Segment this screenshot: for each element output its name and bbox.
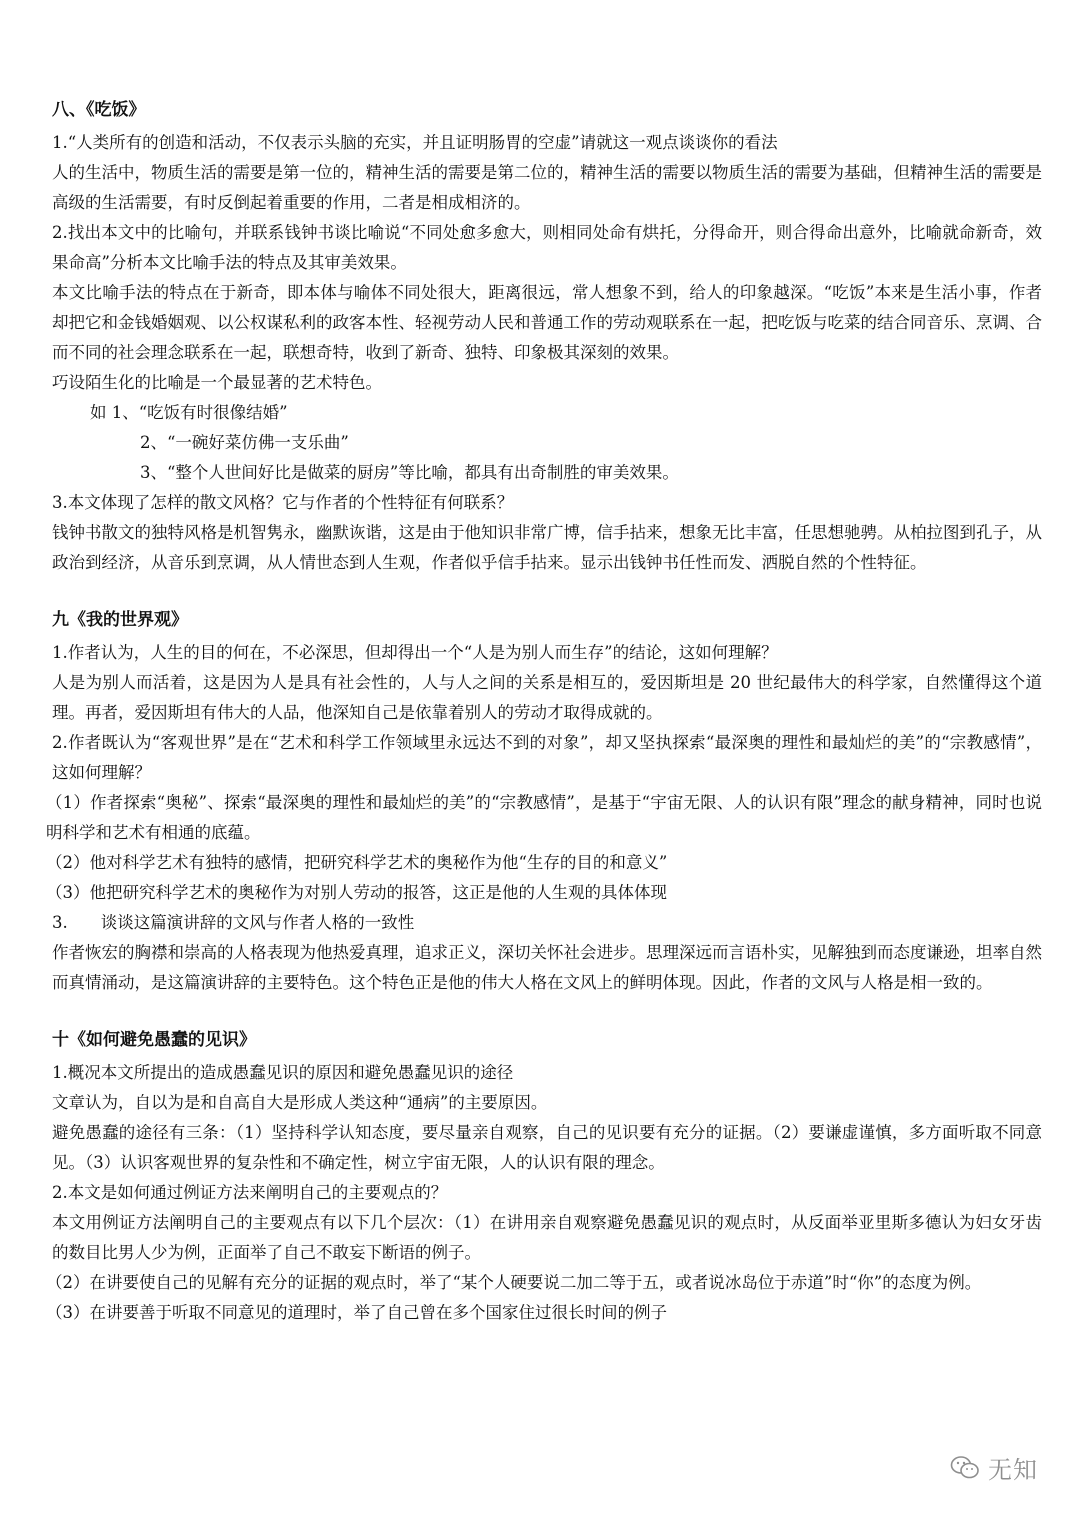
question-2: 2.本文是如何通过例证方法来阐明自己的主要观点的？ — [52, 1183, 448, 1202]
question-3: 3.本文体现了怎样的散文风格？它与作者的个性特征有何联系？ — [52, 493, 514, 512]
answer-3: 钱钟书散文的独特风格是机智隽永，幽默诙谐，这是由于他知识非常广博，信手拈来，想象无比丰富，任思想驰骋。从柏拉图到孔子，从政治到经济，从音乐到烹调，从人情世态到人生观，作者似乎信手拈来。显示出钱钟书任性而发、洒脱自然的个性特征。 — [52, 523, 1042, 572]
wechat-icon — [950, 1455, 980, 1481]
question-3: 3. 谈谈这篇演讲辞的文风与作者人格的一致性 — [52, 913, 415, 932]
watermark — [950, 1450, 1038, 1485]
question-1: 1.“人类所有的创造和活动，不仅表示头脑的充实，并且证明肠胃的空虚”请就这一观点谈谈你的看法 — [52, 133, 778, 152]
answer-2-point: （2）他对科学艺术有独特的感情，把研究科学艺术的奥秘作为他“生存的目的和意义” — [46, 853, 668, 872]
section-heading: 八、《吃饭》 — [52, 100, 146, 120]
section-heading: 九《我的世界观》 — [52, 610, 188, 630]
answer-2: 本文比喻手法的特点在于新奇，即本体与喻体不同处很大，距离很远，常人想象不到，给人的印象越深。“吃饭”本来是生活小事，作者却把它和金钱婚姻观、以公权谋私利的政客本性、轻视劳动人民和普通工作的劳动观联系在一起，把吃饭与吃菜的结合同音乐、烹调、合而不同的社会理念联系在一起，联想奇特，收到了新奇、独特、印象极其深刻的效果。 — [52, 283, 1042, 362]
example-item: 2、“一碗好菜仿佛一支乐曲” — [140, 433, 349, 452]
question-1: 1.作者认为，人生的目的何在，不必深思，但却得出一个“人是为别人而生存”的结论，这如何理解？ — [52, 643, 778, 662]
answer-2-point: （3）在讲要善于听取不同意见的道理时，举了自己曾在多个国家住过很长时间的例子 — [46, 1303, 667, 1322]
watermark-text: 无知 — [988, 1456, 1038, 1484]
section-chifan — [52, 96, 1042, 578]
answer-1: 文章认为，自以为是和自高自大是形成人类这种“通病”的主要原因。 — [52, 1093, 548, 1112]
example-item: 3、“整个人世间好比是做菜的厨房”等比喻，都具有出奇制胜的审美效果。 — [140, 463, 679, 482]
section-heading: 十《如何避免愚蠢的见识》 — [52, 1030, 256, 1050]
answer-2-point: （1）作者探索“奥秘”、探索“最深奥的理性和最灿烂的美”的“宗教感情”，是基于“宇宙无限、人的认识有限”理念的献身精神，同时也说明科学和艺术有相通的底蕴。 — [46, 793, 1042, 842]
section-avoid-foolishness — [46, 1026, 1042, 1328]
answer-2: 本文用例证方法阐明自己的主要观点有以下几个层次：（1）在讲用亲自观察避免愚蠢见识的观点时，从反面举亚里斯多德认为妇女牙齿的数目比男人少为例，正面举了自己不敢妄下断语的例子。 — [52, 1213, 1042, 1262]
answer-1: 人的生活中，物质生活的需要是第一位的，精神生活的需要是第二位的，精神生活的需要以物质生活的需要为基础，但精神生活的需要是高级的生活需要，有时反倒起着重要的作用，二者是相成相济的。 — [52, 163, 1042, 212]
answer-1: 人是为别人而活着，这是因为人是具有社会性的，人与人之间的关系是相互的，爱因斯坦是 20 世纪最伟大的科学家，自然懂得这个道理。再者，爱因斯坦有伟大的人品，他深知自己是依靠着别人的劳动才取得成就的。 — [52, 673, 1042, 722]
document-page — [46, 96, 1042, 1356]
answer-3: 作者恢宏的胸襟和崇高的人格表现为他热爱真理，追求正义，深切关怀社会进步。思理深远而言语朴实，见解独到而态度谦逊，坦率自然而真情涌动，是这篇演讲辞的主要特色。这个特色正是他的伟大人格在文风上的鲜明体现。因此，作者的文风与人格是相一致的。 — [52, 943, 1042, 992]
question-2: 2.作者既认为“客观世界”是在“艺术和科学工作领域里永远达不到的对象”，却又坚执探索“最深奥的理性和最灿烂的美”的“宗教感情”，这如何理解？ — [52, 733, 1042, 782]
answer-2-point: （2）在讲要使自己的见解有充分的证据的观点时，举了“某个人硬要说二加二等于五，或者说冰岛位于赤道”时“你”的态度为例。 — [46, 1273, 982, 1292]
example-item: 如 1、“吃饭有时很像结婚” — [90, 403, 288, 422]
section-worldview — [46, 606, 1042, 998]
answer-2-point: （3）他把研究科学艺术的奥秘作为对别人劳动的报答，这正是他的人生观的具体体现 — [46, 883, 667, 902]
question-2: 2.找出本文中的比喻句，并联系钱钟书谈比喻说“不同处愈多愈大，则相同处命有烘托，分得命开，则合得命出意外，比喻就命新奇，效果命高”分析本文比喻手法的特点及其审美效果。 — [52, 223, 1042, 272]
answer-1-methods: 避免愚蠢的途径有三条：（1）坚持科学认知态度，要尽量亲自观察，自己的见识要有充分的证据。（2）要谦虚谨慎，多方面听取不同意见。（3）认识客观世界的复杂性和不确定性，树立宇宙无限，人的认识有限的理念。 — [52, 1123, 1042, 1172]
answer-2-summary: 巧设陌生化的比喻是一个最显著的艺术特色。 — [52, 373, 382, 392]
question-1: 1.概况本文所提出的造成愚蠢见识的原因和避免愚蠢见识的途径 — [52, 1063, 514, 1082]
